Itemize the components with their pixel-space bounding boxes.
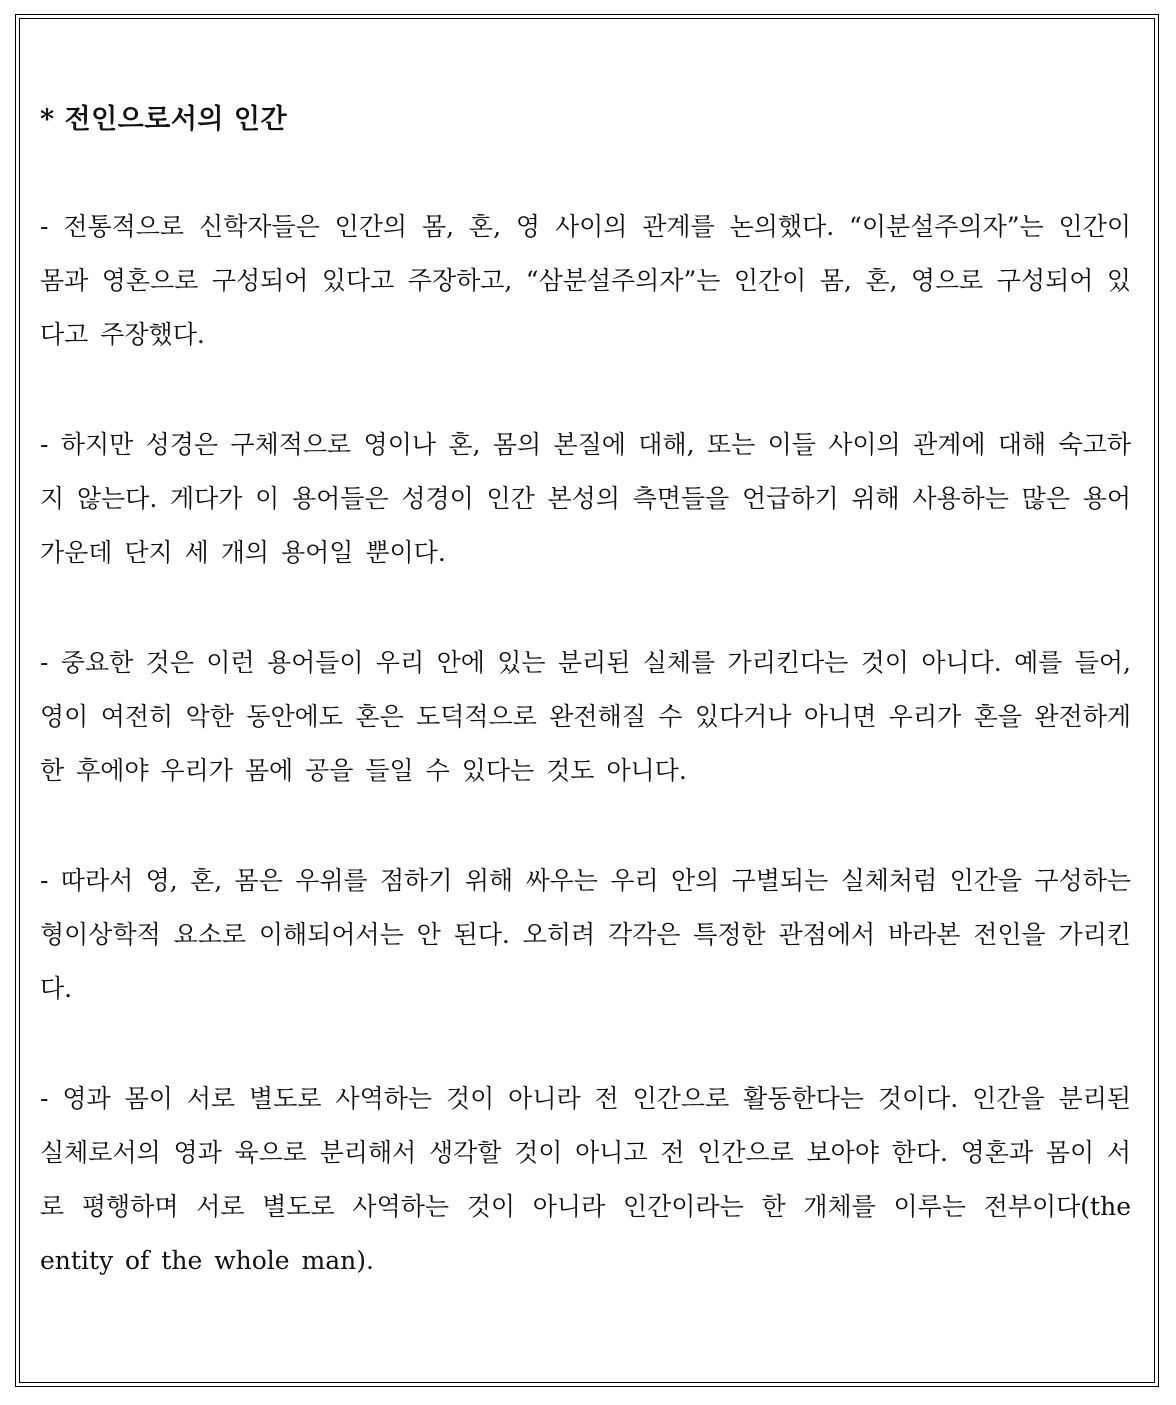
- paragraph-2: - 하지만 성경은 구체적으로 영이나 혼, 몸의 본질에 대해, 또는 이들 사이의 관계에 대해 숙고하지 않는다. 게다가 이 용어들은 성경이 인간 본성의 측면들을 언급하기 위해 사용하는 많은 용어 가운데 단지 세 개의 용어일 뿐이다.: [40, 430, 1131, 567]
- document-body: [40, 100, 1131, 1288]
- document-title: * 전인으로서의 인간: [40, 104, 288, 135]
- paragraph-1: - 전통적으로 신학자들은 인간의 몸, 혼, 영 사이의 관계를 논의했다. “이분설주의자”는 인간이 몸과 영혼으로 구성되어 있다고 주장하고, “삼분설주의자”는 인간이 몸, 혼, 영으로 구성되어 있다고 주장했다.: [40, 212, 1131, 349]
- paragraph-5: - 영과 몸이 서로 별도로 사역하는 것이 아니라 전 인간으로 활동한다는 것이다. 인간을 분리된 실체로서의 영과 육으로 분리해서 생각할 것이 아니고 전 인간으로 보아야 한다. 영혼과 몸이 서로 평행하며 서로 별도로 사역하는 것이 아니라 인간이라는 한 개체를 이루는 전부이다(the entity of the whole man).: [40, 1084, 1131, 1275]
- paragraph-4: - 따라서 영, 혼, 몸은 우위를 점하기 위해 싸우는 우리 안의 구별되는 실체처럼 인간을 구성하는 형이상학적 요소로 이해되어서는 안 된다. 오히려 각각은 특정한 관점에서 바라본 전인을 가리킨다.: [40, 866, 1131, 1003]
- paragraph-3: - 중요한 것은 이런 용어들이 우리 안에 있는 분리된 실체를 가리킨다는 것이 아니다. 예를 들어, 영이 여전히 악한 동안에도 혼은 도덕적으로 완전해질 수 있다거나 아니면 우리가 혼을 완전하게 한 후에야 우리가 몸에 공을 들일 수 있다는 것도 아니다.: [40, 648, 1131, 785]
